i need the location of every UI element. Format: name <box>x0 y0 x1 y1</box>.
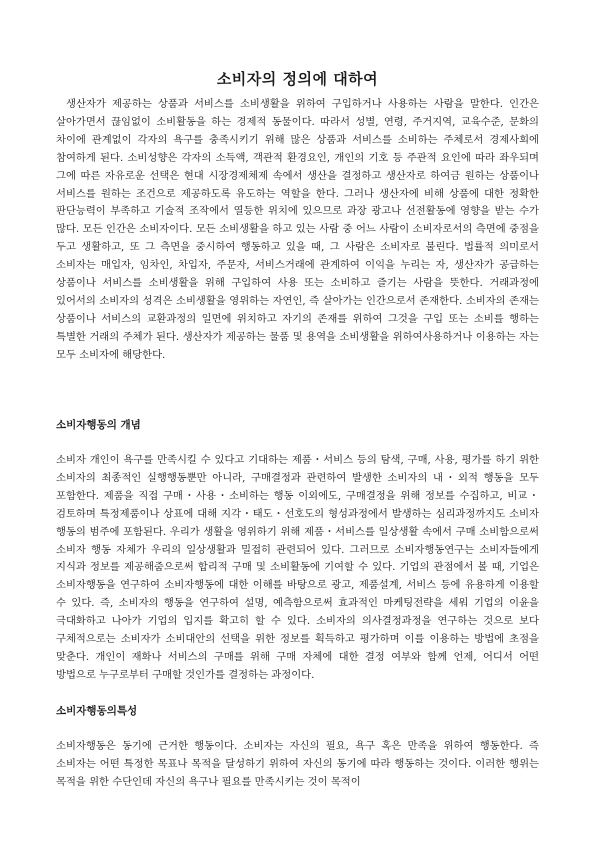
section-heading-traits: 소비자행동의특성 <box>56 705 138 717</box>
traits-paragraph: 소비자행동은 동기에 근거한 행동이다. 소비자는 자신의 필요, 욕구 혹은 만족을 위하여 행동한다. 즉 소비자는 어떤 특정한 목표나 목적을 달성하기 위하여 자신의 동기에 따라 행동하는 것이다. 이러한 행위는 목적을 위한 수단인데 자신의 욕구나 필요를 만족시키는 것이 목적이 <box>56 740 539 788</box>
intro-paragraph: 생산자가 제공하는 상품과 서비스를 소비생활을 위하여 구입하거나 사용하는 사람을 말한다. 인간은 살아가면서 끊임없이 소비활동을 하는 경제적 동물이다. 따라서 성별, 연령, 주거지역, 교육수준, 문화의 차이에 관계없이 각자의 욕구를 충족시키기 위해 많은 상품과 서비스를 소비하는 주체로서 경제사회에 참여하게 된다. 소비성향은 각자의 소득액, 객관적 환경요인, 개인의 기호 등 주관적 요인에 따라 좌우되며 그에 따른 자유로운 선택은 현대 시장경제체제 속에서 생산을 결정하고 생산자로 하여금 원하는 상품이나 서비스를 원하는 조건으로 제공하도록 유도하는 역할을 한다. 그러나 생산자에 비해 상품에 대한 정확한 판단능력이 부족하고 기술적 조작에서 열등한 위치에 있으므로 과장 광고나 선전활동에 영향을 받는 수가 많다. 모든 인간은 소비자이다. 모든 소비생활을 하고 있는 사람 중 어느 사람이 소비자로서의 측면에 중점을 두고 생활하고, 또 그 측면을 중시하여 행동하고 있을 때, 그 사람은 소비자로 불린다. 법률적 의미로서 소비자는 매입자, 임차인, 차입자, 주문자, 서비스거래에 관계하여 이익을 누리는 자, 생산자가 공급하는 상품이나 서비스를 소비생활을 위해 구입하여 사용 또는 소비하고 즐기는 사람을 뜻한다. 거래과정에 있어서의 소비자의 성격은 소비생활을 영위하는 자연인, 즉 살아가는 인간으로서 존재한다. 소비자의 존재는 상품이나 서비스의 교환과정의 일면에 위치하고 자기의 존재를 위하여 그것을 구입 또는 소비를 행하는 특별한 거래의 주체가 된다. 생산자가 제공하는 물품 및 용역을 소비생활을 위하여사용하거나 이용하는 자는 모두 소비자에 해당한다. <box>56 98 539 361</box>
page-title: 소비자의 정의에 대하여 <box>216 70 379 89</box>
concept-paragraph: 소비자 개인이 욕구를 만족시킬 수 있다고 기대하는 제품・서비스 등의 탐색, 구매, 사용, 평가를 하기 위한 소비자의 최종적인 실행행동뿐만 아니라, 구매결정과 관련하여 발생한 소비자의 내・외적 행동을 모두 포함한다. 제품을 직접 구매・사용・소비하는 행동 이외에도, 구매결정을 위해 정보를 수집하고, 비교・검토하며 특정제품이나 상표에 대해 지각・태도・선호도의 형성과정에서 발생하는 심리과정까지도 소비자 행동의 범주에 포함된다. 우리가 생활을 영위하기 위해 제품・서비스를 일상생활 속에서 구매 소비함으로써 소비자 행동 자체가 우리의 일상생활과 밀접히 관련되어 있다. 그러므로 소비자행동연구는 소비자들에게 지식과 정보를 제공해줌으로써 합리적 구매 및 소비활동에 기여할 수 있다. 기업의 관점에서 볼 때, 기업은 소비자행동을 연구하여 소비자행동에 대한 이해를 바탕으로 광고, 제품설계, 서비스 등에 유용하게 이용할 수 있다. 즉, 소비자의 행동을 연구하여 설명, 예측함으로써 효과적인 마케팅전략을 세워 기업의 이윤을 극대화하고 나아가 기업의 입지를 확고히 할 수 있다. 소비자의 의사결정과정을 연구하는 것으로 보다 구체적으로는 소비자가 소비대안의 선택을 위한 정보를 획득하고 평가하며 이를 이용하는 방법에 초점을 맞춘다. 개인이 재화나 서비스의 구매를 위해 구매 자체에 대한 결정 여부와 함께 언제, 어디서 어떤 방법으로 누구로부터 구매할 것인가를 결정하는 과정이다. <box>56 454 539 681</box>
section-heading-concept: 소비자행동의 개념 <box>56 419 141 431</box>
